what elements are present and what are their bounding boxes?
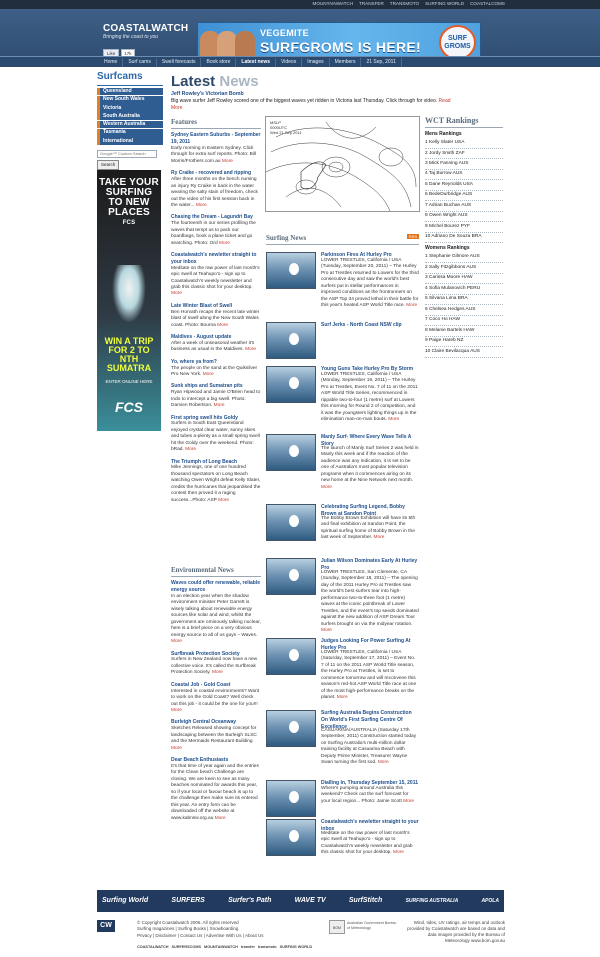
site-logo[interactable]: COASTALWATCH: [103, 23, 189, 34]
feature-text: Ben Horvath recaps the recent late winter blast of swell along the New South Wales coast. Photo: Bourna: [171, 309, 260, 328]
news-text: LOWER TRESTLES, California / USA (Monday, September 19, 2011) – The Hurley Pro at Trestles, Event No. 7 of 11 on the 2011 ASP World Title Series, recommenced in rippable two-to-four (1 metre) surf at Lowers this morning for Round 2 of competition, and it was the youngsters lighting things up in the elimination man-on-man bouts.: [321, 372, 418, 423]
title-light: News: [219, 73, 259, 90]
ad-promo-line: NTH SUMATRA: [106, 354, 152, 373]
environmental-title: Environmental News: [171, 566, 261, 577]
news-text: LOWER TRESTLES, California / USA (Tuesday, September 20, 2011) – The Hurley Pro at Trestles returned to Lowers for the third consecutive day and saw the world's best surfers put in stellar performances in improved conditions as the frontrunners on the ASP Top 34 proved lethal in their battle for this year's heated ASP World Title race.: [321, 258, 419, 309]
env-text: It's that time of year again and the entries for the Clean beach Challenge are closing. We are keen to see as many beaches nominated for awards this year, so if your local or favour beach is up to the challenge then make sure its entered this year. An entry form can be downloaded off the website at www.kabnsw.org.au: [171, 763, 259, 821]
feature-text: The people on the sand at the Quiksilver Pro New York.: [171, 365, 258, 377]
more-link[interactable]: More: [217, 322, 229, 328]
news-text: Where's pumping around Australia this weekend? Check out the surf forecast for your local region... Photo: Jamie Scott: [321, 786, 409, 804]
ad-promo-line: WIN A TRIP: [104, 336, 154, 346]
top-bar: [0, 0, 600, 9]
nav-date: 21 Sep, 2011: [361, 58, 401, 67]
feature-text: Early morning in Eastern Sydney. Click through for extra surf reports. Photo: Bill Morris/Frothers.com.au: [171, 145, 257, 164]
news-item: [266, 434, 419, 491]
more-link[interactable]: More: [403, 798, 415, 804]
nav-videos[interactable]: Videos: [276, 58, 302, 67]
news-item: [266, 780, 419, 805]
nav-images[interactable]: Images: [302, 58, 329, 67]
news-title[interactable]: Surf Jerks - North Coast NSW clip: [321, 322, 402, 328]
news-title[interactable]: Parkinson Fires At Hurley Pro: [321, 252, 392, 258]
feature-title[interactable]: Maldives - August update: [171, 334, 232, 341]
more-link[interactable]: More: [393, 850, 404, 856]
feature-item: [171, 334, 261, 354]
surfing-news-header: [266, 234, 419, 248]
feature-title[interactable]: Sydney Eastern Suburbs - September 19, 2011: [171, 132, 261, 146]
news-text: LOWER TRESTLES, California / USA (Saturday, September 17, 2011) – Event No. 7 of 11 on the 2011 ASP World Title season, the Hurley Pro at Trestles, is set to commence tomorrow and will reconvene this season's red-hot ASP World Title race at one of the most high-performance breaks on the planet.: [321, 650, 417, 701]
more-link[interactable]: More: [219, 240, 230, 246]
feature-text: After a week of unseasonal weather it's business as usual in the Maldives.: [171, 340, 255, 353]
mens-rankings-title: Mens Rankings: [425, 130, 462, 137]
ad-line: TAKE YOUR: [99, 177, 159, 188]
lead-story-text: [171, 98, 461, 112]
region-nsw[interactable]: New South Wales: [97, 96, 163, 104]
sponsor-surfstitch[interactable]: SurfStitch: [348, 897, 383, 905]
wct-title: WCT Rankings: [425, 116, 503, 128]
ranking-row: 6 BedeDurbridge AUS: [425, 191, 503, 201]
surfing-news-title: Surfing News: [266, 234, 419, 245]
news-thumbnail[interactable]: [266, 710, 316, 747]
feature-title[interactable]: Ry Craike - recovered and ripping: [171, 170, 252, 177]
feature-item: [171, 252, 261, 298]
feature-text: Meditate on the raw power of last month's epic swell at Teahupo'o - sign up to Coastalwatch's weekly newsletter and grab this classic shot for your desktop.: [171, 265, 260, 290]
ad-promo: [97, 337, 161, 373]
region-south-australia[interactable]: South Australia: [97, 112, 163, 120]
map-caption-line: 0000UTC: [270, 125, 288, 130]
news-text: LOWER TRESTLES, San Clemente, CA (Sunday, September 18, 2011) – The opening day of the 2011 Hurley Pro at Trestles saw the world's best surfers tear into high-performance two-to-three foot (1 metre) waves at the iconic pointbreak of Lower Trestles, and the event's top seeds dominated against the new addition of ASP Dream Tour surfers brought on via the midyear rotation.: [321, 570, 419, 627]
toplink-coastalcoms[interactable]: COASTALCOMS: [470, 1, 505, 6]
feature-text: Mike Jennings, one of one hundred thousand spectators on Long Beach watching Owen Wright defeat Kelly Slater, credits the hurricanes that jeopardised the contest then proved it a raging success...Photo: ASP: [171, 465, 261, 503]
ranking-row: 5 Dane Reynolds USA: [425, 180, 503, 190]
toplink-transmoto[interactable]: TRANSMOTO: [389, 1, 420, 6]
environmental-news-column: [171, 566, 261, 827]
map-caption-line: MSLP: [270, 120, 281, 125]
more-link[interactable]: More: [321, 628, 332, 634]
ranking-row: 1 Kelly Slater USA: [425, 139, 503, 149]
features-column: [171, 118, 261, 509]
fcs-advert[interactable]: [97, 170, 161, 431]
env-title[interactable]: Coastal Job - Gold Coast: [171, 681, 231, 688]
lead-story-title[interactable]: Jeff Rowley's Victorian Bomb: [171, 91, 244, 97]
banner-headline: SURFGROMS IS HERE!: [260, 39, 421, 55]
news-thumbnail[interactable]: [266, 504, 316, 541]
news-title[interactable]: Celebrating Surfing Legend, Bobby Brown at Sandon Point: [321, 504, 405, 517]
ranking-row: 10 Adriano De Souza BRA: [425, 233, 503, 243]
news-text: The launch of Manly Surf Series 2 was held in Manly this week and if the reaction of the audience was any indication, it is set to be one of Australia's most popular television programs when it commences airing on its new home at the Nine Network next month.: [321, 446, 419, 484]
nav-members[interactable]: Members: [330, 58, 362, 67]
feature-text: Surfers in South East Queensland enjoyed crystal clear water, sunny skies and tubes a-plenty as a small spring swell hit the Goldy over the weekend. Photo: bRad.: [171, 421, 260, 453]
ranking-row: 4 Sofia Mulanovich PERU: [425, 284, 503, 294]
news-thumbnail[interactable]: [266, 558, 316, 595]
sponsor-wave-tv[interactable]: WAVE TV: [294, 897, 326, 905]
feature-item: [171, 170, 261, 209]
wct-rankings: [425, 116, 503, 358]
env-item: [171, 757, 261, 822]
news-title[interactable]: Judges Looking For Power Surfing At Hurley Pro: [321, 638, 411, 651]
surfcams-title: Surfcams: [97, 70, 163, 86]
feature-title[interactable]: The Triumph of Long Beach: [171, 458, 238, 465]
ranking-row: 6 Chelsea Hedges AUS: [425, 305, 503, 315]
env-text: Sketches Released showing concept for landscaping between the Burleigh SLSC and the Mermaids Restaurant Building: [171, 726, 257, 745]
sponsor-surfing-world[interactable]: Surfing World: [102, 897, 149, 905]
env-item: [171, 580, 261, 645]
env-text: Interested in coastal environments? Want to work on the Gold Coast? Well check out this job - it could be the one for you!!!: [171, 688, 260, 707]
news-thumbnail[interactable]: [266, 252, 316, 289]
env-item: [171, 682, 261, 715]
news-item: [266, 558, 419, 635]
feature-title[interactable]: First spring swell hits Goldy: [171, 414, 238, 421]
more-link[interactable]: More: [373, 535, 385, 541]
nav-surf-cams[interactable]: Surf cams: [123, 58, 157, 67]
news-thumbnail[interactable]: [266, 366, 316, 403]
womens-rankings-title: Womens Rankings: [425, 245, 470, 252]
feature-item: [171, 359, 261, 379]
ad-line: SURFING: [105, 187, 153, 198]
ranking-row: 8 Owen Wright AUS: [425, 212, 503, 222]
feature-text: After three months on the bench nursing an injury Ry Craike is back in the water wearing the salty stain of freedom, check out the video of his first session back in the water...: [171, 177, 258, 208]
ranking-row: 3 Mick Fanning AUS: [425, 159, 503, 169]
bom-logo: BOM: [329, 920, 345, 934]
footer-brand[interactable]: SURFING WORLD: [279, 945, 313, 949]
env-title[interactable]: Waves could offer renewable, reliable energy source: [171, 580, 261, 594]
nav-home[interactable]: Home: [99, 58, 123, 67]
more-link[interactable]: More: [213, 403, 225, 409]
nav-swell-forecasts[interactable]: Swell forecasts: [157, 58, 202, 67]
more-link[interactable]: More: [221, 158, 233, 164]
nav-latest-news[interactable]: Latest news: [236, 58, 276, 67]
lead-story-body: Big wave surfer Jeff Rowley scored one of the biggest waves yet ridden in Victoria last Thursday. Click through for video.: [171, 98, 438, 104]
toplink-transfer[interactable]: TRANSFER: [359, 1, 384, 6]
footer-brand[interactable]: transmoto: [258, 945, 277, 949]
news-title[interactable]: Dialling In, Thursday September 15, 2011: [321, 780, 418, 786]
env-item: [171, 651, 261, 677]
site-footer: [97, 917, 504, 957]
news-title[interactable]: Coastalwatch's newletter straight to your inbox: [321, 819, 419, 832]
more-link[interactable]: More: [377, 760, 389, 766]
news-title[interactable]: Surfing Australia Begins Construction On World's First Surfing Centre Of Excellence: [321, 710, 412, 730]
region-international[interactable]: International: [97, 137, 163, 145]
news-thumbnail[interactable]: [266, 780, 316, 817]
surfcams-sidebar: [97, 70, 163, 170]
ranking-row: 1 Stephanie Gilmore AUS: [425, 253, 503, 263]
news-thumbnail[interactable]: [266, 819, 316, 856]
region-tasmania[interactable]: Tasmania: [97, 129, 163, 137]
footer-links[interactable]: Surfing magazines | Surfing Books | Snowboarding: [137, 926, 239, 931]
main-nav: [0, 56, 600, 67]
region-victoria[interactable]: Victoria: [97, 104, 163, 112]
more-link[interactable]: More: [171, 291, 182, 297]
feature-item: [171, 415, 261, 454]
ad-promo-line: FOR 2 TO: [108, 345, 150, 355]
search-button[interactable]: Search: [97, 160, 119, 170]
ranking-row: 10 Claire Bevilacqua AUS: [425, 347, 503, 357]
ad-line: PLACES: [108, 207, 150, 218]
search-input[interactable]: [97, 150, 157, 158]
more-link[interactable]: More: [321, 484, 332, 490]
features-title: Features: [171, 118, 261, 129]
feature-item: [171, 383, 261, 409]
news-text: Meditate on the raw power of last month's epic swell at Teahupo'o - sign up to Coastalwatch's weekly newsletter and grab this classic shot for your desktop.: [321, 831, 413, 856]
news-text: CASUARINA/AUSTRALIA (Saturday 17th September, 2011) Construction started today on Surfing Australia's multi-million dollar training facility at Casuarina Beach with Deputy Prime Minister, Treasurer Wayne Swan turning the first sod.: [321, 728, 417, 766]
more-link[interactable]: More: [202, 371, 214, 377]
map-caption: [270, 120, 302, 135]
more-link[interactable]: More: [171, 745, 182, 751]
news-item: [266, 638, 419, 702]
news-thumbnail[interactable]: [266, 434, 316, 471]
map-caption-line: Wed 21 Sep 2011: [270, 130, 302, 135]
ranking-row: 9 Michel Bourez PYF: [425, 222, 503, 232]
surfer-image: [112, 265, 146, 323]
ad-line: TO NEW: [108, 197, 150, 208]
news-body: [321, 252, 419, 310]
feature-item: [171, 132, 261, 165]
ranking-row: 7 Coco Ho HAW: [425, 316, 503, 326]
feature-text: The fourteenth in our series profiling the waves that tempt us to pack our boardbags, book a plane ticket and go searching. Photo: Ord: [171, 221, 256, 246]
env-title[interactable]: Surfbreak Protection Society: [171, 650, 240, 657]
news-text: The Bobby Brown Exhibition will have its 5th and final exhibition at Sandon Point, the spiritual surfing home of Bobby Brown in the last week of September.: [321, 516, 416, 541]
banner-brand: VEGEMITE: [260, 28, 309, 38]
news-item: [266, 252, 419, 310]
feature-title[interactable]: Sunk ships and Sumatran pits: [171, 383, 243, 390]
bom-credit: Wind, tides, UV ratings, air temps and outlook provided by Coastalwatch are based on data and data images provided by the Bureau of Meteorology www.bom.gov.au: [407, 920, 505, 944]
more-link[interactable]: More: [406, 303, 418, 309]
feature-text: Ryan Hipwood and Jamie O'Brien head to Indo to intercept a big swell. Photo: Damien Robertson.: [171, 390, 261, 409]
more-link[interactable]: More: [218, 497, 230, 503]
fcs-logo: FCS: [115, 399, 143, 415]
sponsor-bar: [97, 890, 504, 912]
toplink-surfing-world[interactable]: SURFING WORLD: [425, 1, 465, 6]
more-link[interactable]: More: [185, 447, 197, 453]
news-thumbnail[interactable]: [266, 322, 316, 359]
feature-title[interactable]: Coastalwatch's newletter straight to your inbox: [171, 252, 257, 265]
ranking-row: 2 Sally Fitzgibbons AUS: [425, 263, 503, 273]
feature-title[interactable]: Yo, where ya from?: [171, 358, 217, 365]
ranking-row: 5 Silvana Lima BRA: [425, 295, 503, 305]
feature-title[interactable]: Late Winter Blast of Swell: [171, 302, 233, 309]
ranking-row: 8 Melanie Bartels HAW: [425, 326, 503, 336]
nav-book-store[interactable]: Book store: [201, 58, 236, 67]
region-western-australia[interactable]: Western Australia: [97, 121, 163, 129]
like-count: 17k: [121, 49, 134, 59]
site-header: [0, 9, 600, 56]
news-item: [266, 366, 419, 424]
ranking-row: 3 Carissa Moore HAW: [425, 274, 503, 284]
feature-item: [171, 303, 261, 329]
footer-brands: [137, 945, 312, 950]
env-title[interactable]: Dear Beach Enthusiasts: [171, 757, 229, 764]
ranking-row: 4 Taj Burrow AUS: [425, 170, 503, 180]
feature-item: [171, 459, 261, 505]
ranking-row: 2 Jordy Smith ZAF: [425, 149, 503, 159]
news-title[interactable]: Julian Wilson Dominates Early At Hurley Pro: [321, 558, 418, 571]
news-title[interactable]: Manly Surf- Where Every Wave Tells A Story: [321, 434, 412, 447]
toplink-mountainwatch[interactable]: MOUNTAINWATCH: [312, 1, 354, 6]
surfgroms-badge: SURF GROMS: [439, 25, 476, 60]
env-text: Surfers in New Zealand now have a new collective voice. It's called the Surfbreak Protection Society.: [171, 657, 258, 676]
sponsor-surfers[interactable]: SURFERS: [171, 897, 205, 905]
sponsor-surfers-path[interactable]: Surfer's Path: [228, 897, 272, 905]
footer-brand[interactable]: COASTALWATCH: [137, 945, 169, 949]
more-link[interactable]: More: [211, 670, 223, 676]
feature-item: [171, 214, 261, 247]
sponsor-apola[interactable]: APOLA: [481, 897, 499, 904]
ad-line: FCS: [122, 220, 136, 226]
more-link[interactable]: More: [245, 347, 257, 353]
ranking-row: 7 Adrian Buchan AUS: [425, 201, 503, 211]
footer-brand[interactable]: SURFERSCOMS: [171, 945, 202, 949]
env-title[interactable]: Burleigh Central Oceanway: [171, 719, 237, 726]
news-title[interactable]: Young Guns Take Hurley Pro By Storm: [321, 366, 414, 372]
sponsor-surfing-australia[interactable]: SURFING AUSTRALIA: [405, 897, 459, 904]
footer-links[interactable]: Privacy | Disclaimer | Contact Us | Advertise With Us | About Us: [137, 933, 264, 938]
env-text: In an election year when the shadow environment minister Peter Garrett is wisely talking about renewable energy sources like solar and wind, whilst the government are ominously talking nuclear, here is a brief piece on a very obvious energy source to all of us guys – Waves.: [171, 593, 261, 638]
site-tagline: Bringing the coast to you: [103, 34, 159, 40]
footer-brand[interactable]: transfer: [240, 945, 256, 949]
more-link[interactable]: More: [388, 417, 400, 423]
cw-logo[interactable]: CW: [97, 920, 115, 932]
more-link[interactable]: More: [171, 708, 182, 713]
more-link[interactable]: More: [214, 815, 226, 821]
like-button[interactable]: Like: [103, 49, 119, 59]
news-body: [321, 366, 419, 424]
feature-title[interactable]: Chasing the Dream - Lagundri Bay: [171, 214, 253, 221]
region-queensland[interactable]: Queensland: [97, 88, 163, 96]
news-thumbnail[interactable]: [266, 638, 316, 675]
rss-icon[interactable]: RSS: [408, 234, 417, 239]
ad-enter[interactable]: ENTER ONLINE HERE: [105, 379, 153, 384]
bom-text: Australian Government Bureau of Meteorology: [347, 921, 397, 930]
ad-headline: [97, 170, 161, 228]
news-item: [266, 710, 419, 767]
title-dark: Latest: [171, 73, 216, 90]
news-item: [266, 504, 419, 542]
ranking-row: 9 Paige Hareb NZ: [425, 337, 503, 347]
network-links: [311, 1, 507, 7]
copyright: © Copyright Coastalwatch 2006. All rights reserved: [137, 920, 239, 925]
read-more-link[interactable]: Read More: [171, 98, 451, 111]
more-link[interactable]: More: [195, 202, 207, 208]
more-link[interactable]: More: [336, 695, 348, 701]
env-item: [171, 719, 261, 752]
latest-news-title: [171, 72, 259, 92]
more-link[interactable]: More: [171, 639, 182, 645]
news-item: [266, 819, 419, 857]
footer-brand[interactable]: MOUNTAINWATCH: [204, 945, 238, 949]
